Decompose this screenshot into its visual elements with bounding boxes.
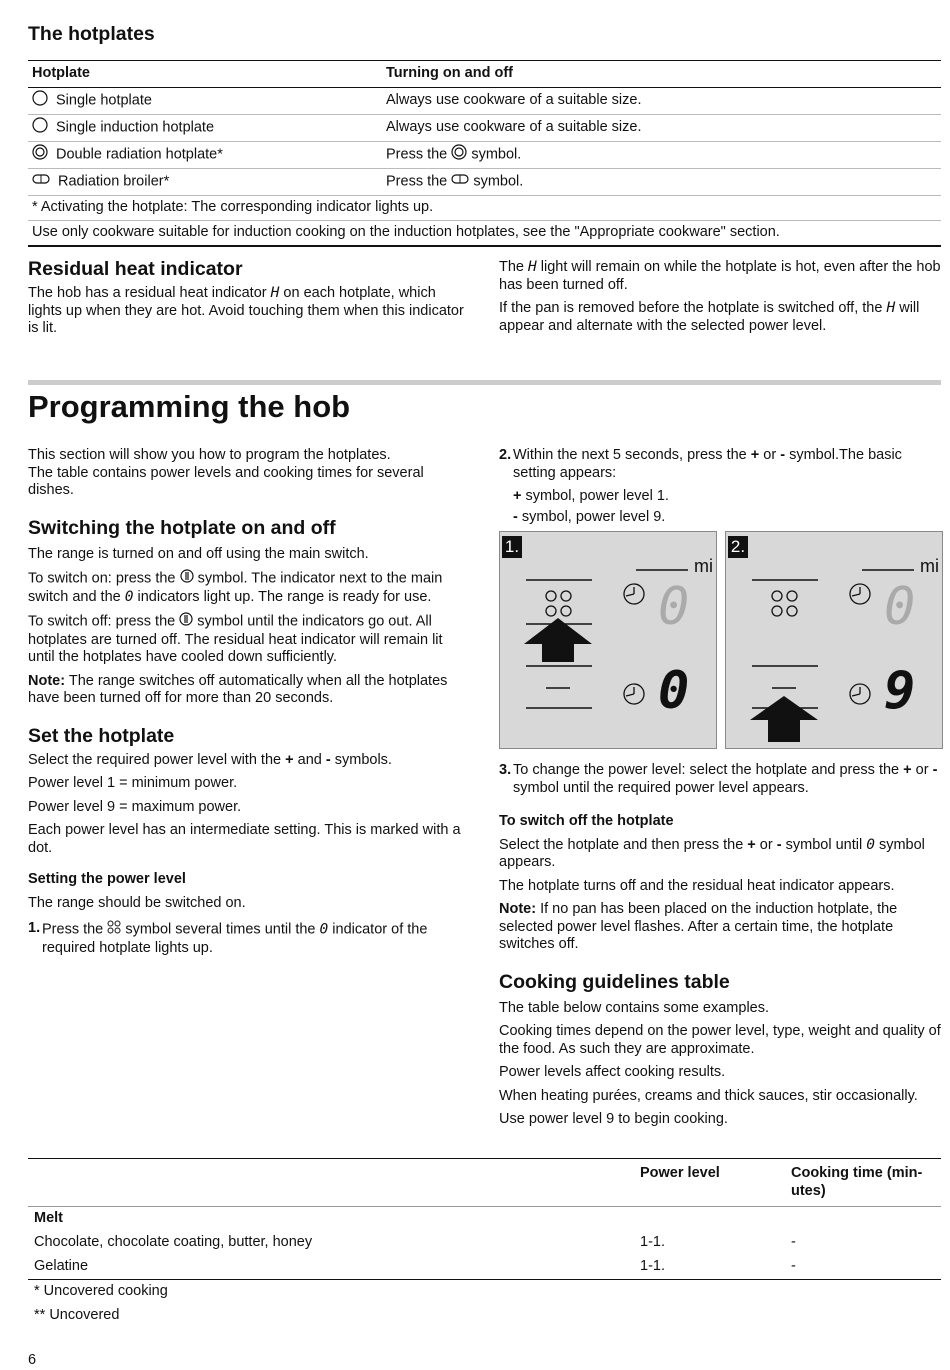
text-part: Within the next 5 seconds, press the (513, 447, 747, 463)
hotplates-title: The hotplates (28, 23, 155, 45)
step-number: 3. (499, 762, 512, 778)
text-part: symbol until (785, 836, 863, 853)
h-indicator-icon: H (886, 300, 896, 316)
text-part: To switch on: press the (28, 570, 176, 587)
residual-text (499, 259, 941, 294)
text-part: light will remain on while the hotplate is hot, even after the hob has been turned off. (499, 259, 941, 293)
panel-bottom-digit: 0 (658, 661, 690, 721)
oval-icon (32, 173, 50, 191)
zero-indicator-icon: 0 (866, 836, 875, 853)
guidelines-title: Cooking guidelines table (499, 970, 730, 993)
steps-list (499, 762, 941, 797)
panel-drawing (726, 532, 942, 748)
residual-text (499, 300, 941, 335)
single-circle-icon (32, 90, 48, 112)
text-part: If no pan has been placed on the induction hotplate, the selected power level flashes. After a certain time, the hotplate switches off. (499, 901, 898, 952)
hotplate-name: Single hotplate (56, 92, 152, 109)
text-part: indicator of the required hotplate lights up. (42, 921, 428, 956)
text-part: The (499, 259, 524, 275)
panel-badge: 1. (502, 536, 522, 558)
cooking-footnote: ** Uncovered (34, 1307, 120, 1324)
text-part: will appear and alternate with the selected power level. (499, 300, 920, 334)
text-part: To switch off: press the (28, 613, 176, 630)
text-part: The hob has a residual heat indicator (28, 285, 267, 301)
double-circle-icon (451, 144, 467, 166)
panel-mi-label: mi (694, 556, 713, 576)
set-text: The range should be switched on. (28, 894, 246, 911)
step-item (499, 762, 941, 797)
cooking-header-time: Cooking time (min-utes) (785, 1159, 941, 1207)
hotplate-select-icon (107, 920, 121, 940)
guidelines-text: The table below contains some examples. (499, 999, 770, 1016)
action-post: symbol. (471, 146, 522, 163)
minus-symbol: - (513, 508, 518, 525)
text-part: symbol until the required power level appears. (513, 779, 809, 796)
hotplate-action: Always use cookware of a suitable size. (382, 115, 941, 142)
minus-symbol: - (325, 751, 331, 768)
text-part: Select the hotplate and then press the (499, 836, 744, 853)
cooking-food: Chocolate, chocolate coating, butter, honey (34, 1234, 313, 1251)
hotplate-action (382, 169, 941, 196)
set-text: Each power level has an intermediate setting. This is marked with a dot. (28, 822, 461, 856)
text-part: or (759, 836, 773, 853)
text-part: symbol several times until the (125, 921, 316, 938)
action-post: symbol. (473, 173, 524, 190)
text-part: on each hotplate, which lights up when they are hot. Avoid touching them when this indicator is lit. (28, 285, 464, 336)
hotplate-action (382, 142, 941, 169)
text-part: The range switches off automatically when all the hotplates have been turned off for more than 20 seconds. (28, 672, 448, 706)
plus-symbol: + (747, 836, 756, 853)
steps-list (499, 447, 941, 482)
cooking-header-food (28, 1159, 634, 1207)
plus-symbol: + (903, 762, 912, 778)
hotplate-name: Single induction hotplate (56, 119, 215, 136)
step-item (499, 447, 941, 482)
residual-title: Residual heat indicator (28, 258, 243, 280)
set-text: Power level 1 = minimum power. (28, 775, 238, 791)
intro-text: The table contains power levels and cooking times for several dishes. (28, 464, 424, 498)
guidelines-text: Use power level 9 to begin cooking. (499, 1111, 728, 1127)
hotplate-name: Double radiation hotplate* (56, 146, 223, 163)
text-part: symbol.The basic setting appears: (513, 447, 902, 481)
panel-top-digit: 0 (884, 577, 916, 637)
table-row (28, 142, 941, 169)
intro-text: This section will show you how to program the hotplates. (28, 447, 391, 463)
text-part: or (763, 447, 777, 463)
single-circle-icon (32, 117, 48, 139)
text-part: symbol until the indicators go out. All hotplates are turned off. The residual heat indicator will remain lit until the hotplates have cooled down sufficiently. (28, 613, 443, 665)
cooking-group: Melt (34, 1210, 63, 1227)
text-part: symbols. (334, 751, 392, 768)
panel-bottom-digit: 9 (884, 661, 916, 721)
table-row (28, 1255, 941, 1280)
set-text (28, 752, 470, 770)
text-part: To change the power level: select the hotplate and press the (513, 762, 900, 778)
text-part: If the pan is removed before the hotplate is switched off, the (499, 300, 883, 316)
note-label: Note: (499, 901, 537, 917)
text-part: symbol, power level 1. (525, 488, 669, 504)
panel-drawing (500, 532, 716, 748)
note-label: Note: (28, 672, 66, 689)
hotplates-header-hotplate: Hotplate (28, 61, 382, 88)
plus-symbol: + (750, 447, 760, 463)
cooking-power: 1-1. (634, 1255, 785, 1280)
text-part: symbol appears. (499, 836, 925, 870)
hotplate-action: Always use cookware of a suitable size. (382, 88, 941, 115)
hotplates-header-turning: Turning on and off (382, 61, 941, 88)
guidelines-text: Power levels affect cooking results. (499, 1064, 726, 1080)
step-item (28, 920, 470, 957)
switching-text: The range is turned on and off using the main switch. (28, 545, 369, 562)
control-panel-illustration (725, 531, 943, 749)
text-part: and (297, 751, 322, 768)
panel-mi-label: mi (920, 556, 939, 576)
cooking-food: Gelatine (28, 1255, 634, 1280)
hotplates-footnote: Use only cookware suitable for induction cooking on the induction hotplates, see the "Appropriate cookware" section. (28, 221, 941, 247)
action-pre: Press the (386, 173, 448, 190)
text-part: symbol. The indicator next to the main switch and the (28, 570, 443, 605)
section-divider (28, 380, 941, 385)
switch-off-subtitle: To switch off the hotplate (499, 813, 674, 829)
cooking-footnote: * Uncovered cooking (34, 1283, 168, 1300)
h-indicator-icon: H (270, 285, 280, 301)
text-part: Select the required power level with the (28, 751, 282, 768)
zero-indicator-icon: 0 (124, 588, 134, 605)
residual-left (28, 257, 468, 344)
table-row (28, 115, 941, 142)
left-column (28, 447, 470, 963)
set-text: Power level 9 = maximum power. (28, 798, 242, 815)
table-row (28, 1231, 941, 1255)
power-icon (180, 569, 194, 589)
guidelines-text: When heating purées, creams and thick sauces, stir occasionally. (499, 1087, 918, 1104)
table-row (28, 88, 941, 115)
action-pre: Press the (386, 146, 448, 163)
switching-text (28, 612, 470, 667)
steps-list (28, 920, 470, 957)
step-number: 2. (499, 447, 512, 463)
setting-power-subtitle: Setting the power level (28, 871, 186, 887)
right-column-bottom (499, 762, 941, 1135)
control-panel-illustration (499, 531, 717, 749)
option-line (499, 509, 941, 527)
switch-off-text (499, 837, 941, 872)
hotplates-table (28, 60, 941, 247)
minus-symbol: - (932, 762, 938, 778)
cooking-header-power: Power level (634, 1159, 785, 1207)
hotplate-name: Radiation broiler* (58, 173, 170, 190)
guidelines-text: Cooking times depend on the power level, type, weight and quality of the food. As such they are approximate. (499, 1023, 941, 1057)
oval-icon (451, 173, 469, 191)
switch-off-note (499, 901, 941, 954)
set-hotplate-title: Set the hotplate (28, 724, 175, 747)
plus-symbol: + (513, 488, 522, 504)
panel-top-digit: 0 (658, 577, 690, 637)
panel-badge: 2. (728, 536, 748, 558)
h-indicator-icon: H (528, 259, 537, 275)
plus-symbol: + (285, 751, 294, 768)
text-part: indicators light up. The range is ready for use. (137, 588, 432, 605)
table-row (28, 1207, 941, 1232)
right-column-top (499, 447, 941, 529)
cooking-table (28, 1158, 941, 1328)
step-number: 1. (28, 920, 41, 936)
cooking-time: - (791, 1234, 796, 1251)
text-part: symbol, power level 9. (521, 508, 666, 525)
power-icon (179, 612, 193, 632)
switching-text (28, 569, 470, 606)
residual-text (28, 285, 468, 338)
minus-symbol: - (776, 836, 782, 853)
text-part: or (915, 762, 929, 778)
minus-symbol: - (780, 447, 786, 463)
residual-right (499, 259, 941, 341)
cooking-power: 1-1. (640, 1234, 665, 1251)
switching-note (28, 673, 470, 708)
switch-off-text: The hotplate turns off and the residual heat indicator appears. (499, 877, 895, 894)
page-number: 6 (28, 1352, 37, 1368)
hotplates-footnote: * Activating the hotplate: The corresponding indicator lights up. (28, 196, 941, 221)
cooking-time: - (785, 1255, 941, 1280)
text-part: Press the (42, 921, 104, 938)
option-line (499, 488, 941, 506)
programming-title: Programming the hob (28, 389, 351, 424)
table-row (28, 169, 941, 196)
zero-indicator-icon: 0 (319, 921, 329, 938)
double-circle-icon (32, 144, 48, 166)
switching-title: Switching the hotplate on and off (28, 516, 336, 539)
